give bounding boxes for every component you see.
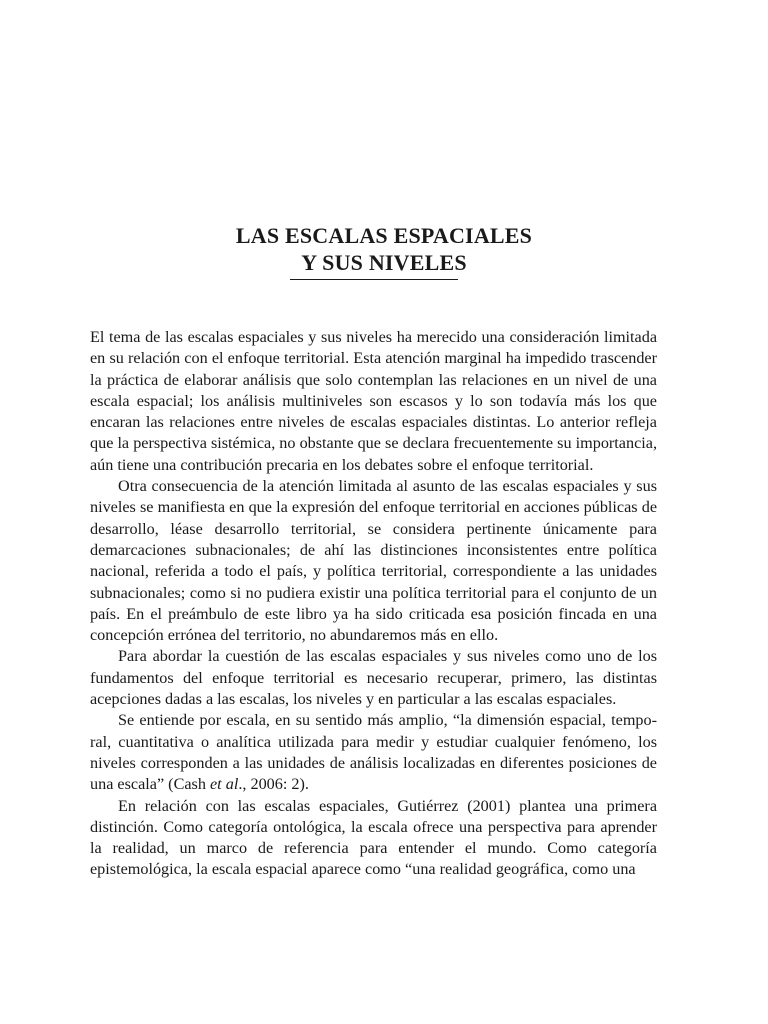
chapter-title-line-2: Y SUS NIVELES xyxy=(301,250,467,275)
citation-et-al: et al xyxy=(210,775,239,794)
paragraph-4-text-end: ., 2006: 2). xyxy=(238,775,309,794)
chapter-title xyxy=(0,222,768,276)
paragraph-5: En relación con las escalas espaciales, Gutiérrez (2001) plantea una primera distinción. Como categoría ontológica, la escala ofrece una perspectiva para aprender la realidad, un marco de referencia para entender el mundo. Como categoría epistemológica, la escala espacial aparece como “una realidad geográfica, como una xyxy=(90,796,657,879)
chapter-title-line-1: LAS ESCALAS ESPACIALES xyxy=(235,223,533,248)
title-underline-rule xyxy=(290,279,458,280)
paragraph-1: El tema de las escalas espaciales y sus niveles ha merecido una consideración limitada en su relación con el enfoque territorial. Esta atención marginal ha impedido trascender la práctica de elaborar análisis que solo contemplan las relaciones en un nivel de una escala espacial; los análisis multiniveles son escasos y lo son todavía más los que encaran las relaciones entre niveles de escalas espaciales distintas. Lo anterior refleja que la perspectiva sistémica, no obstante que se declara frecuentemente su importancia, aún tiene una contribución precaria en los debates sobre el enfoque territorial. xyxy=(90,328,657,474)
paragraph-4 xyxy=(90,710,657,795)
paragraph-4-text-start: Se entiende por escala, en su sentido más amplio, “la dimensión espacial, temporal, cuantitativa o analítica utilizada para medir y estudiar cualquier fenómeno, los niveles corresponden a las unidades de análisis localizadas en diferentes posiciones de una escala” (Cash xyxy=(90,711,657,794)
paragraph-3: Para abordar la cuestión de las escalas espaciales y sus niveles como uno de los fundamentos del enfoque territorial es necesario recuperar, primero, las distintas acepciones dadas a las escalas, los niveles y en particular a las escalas espaciales. xyxy=(90,647,657,709)
body-text xyxy=(90,327,657,881)
paragraph-2: Otra consecuencia de la atención limitada al asunto de las escalas espaciales y sus niveles se manifiesta en que la expresión del enfoque territorial en acciones públicas de desarrollo, léase desarrollo territorial, se considera pertinente únicamente para demarcaciones subnacionales; de ahí las distinciones inconsistentes entre política nacional, referida a todo el país, y política territorial, correspondiente a las unidades subnacionales; como si no pudiera existir una política territorial para el conjunto de un país. En el preámbulo de este libro ya ha sido criticada esa posición fincada en una concepción errónea del territorio, no abundaremos más en ello. xyxy=(90,477,657,645)
